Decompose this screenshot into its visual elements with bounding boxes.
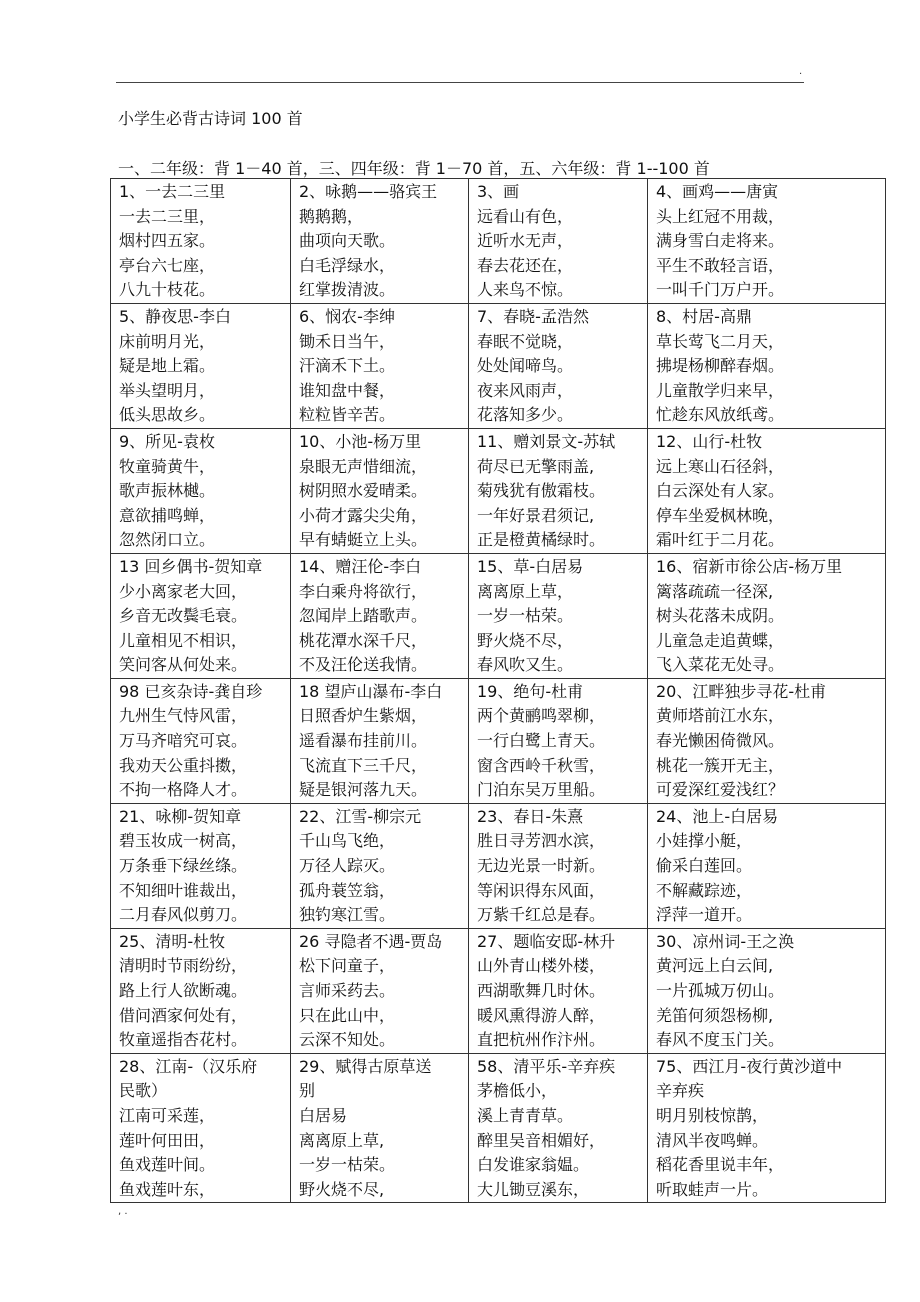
poem-line: 不知细叶谁裁出，: [119, 880, 248, 900]
poem-line: 儿童散学归来早，: [656, 380, 785, 400]
poem-line: 乡音无改鬓毛衰。: [119, 606, 248, 626]
poem-cell: [291, 553, 469, 678]
poem-title: 21、咏柳-贺知章: [119, 806, 242, 826]
poem-line: 辛弃疾: [656, 1081, 705, 1101]
poem-line: 羌笛何须怨杨柳,: [656, 1005, 774, 1025]
poem-line: 忽然闭口立。: [119, 530, 216, 550]
poem-title: 26 寻隐者不遇-贾岛: [299, 931, 443, 951]
poem-line: 碧玉妆成一树高，: [119, 831, 248, 851]
poem-line: 谁知盘中餐，: [299, 380, 396, 400]
poem-line: 浮萍一道开。: [656, 905, 753, 925]
poem-line: 春去花还在，: [477, 255, 574, 275]
poem-title: 28、江南-（汉乐府: [119, 1056, 258, 1076]
poem-line: 胜日寻芳泗水滨，: [477, 831, 606, 851]
poem-cell: [648, 678, 886, 803]
poem-line: 桃花一簇开无主，: [656, 755, 785, 775]
poem-title: 29、赋得古原草送: [299, 1056, 432, 1076]
poem-line: 汗滴禾下土。: [299, 356, 396, 376]
poem-line: 不及汪伦送我情。: [299, 655, 428, 675]
poem-line: 野火烧不尽,: [299, 1179, 385, 1199]
poem-cell: [469, 1053, 648, 1203]
poem-cell: [291, 803, 469, 928]
poem-title: 98 已亥杂诗-龚自珍: [119, 681, 263, 701]
poem-line: 万马齐喑究可哀。: [119, 731, 248, 751]
poem-title: 16、宿新市徐公店-杨万里: [656, 556, 843, 576]
poem-line: 只在此山中，: [299, 1005, 396, 1025]
poem-title: 11、赠刘景文-苏轼: [477, 431, 616, 451]
poem-line: 清风半夜鸣蝉。: [656, 1130, 769, 1150]
poem-cell: [648, 553, 886, 678]
grade-requirements: 一、二年级：背 1－40 首，三、四年级：背 1－70 首，五、六年级：背 1--100 首: [118, 159, 710, 178]
poem-line: 鱼戏莲叶间。: [119, 1155, 216, 1175]
poem-line: 粒粒皆辛苦。: [299, 405, 396, 425]
poem-title: 8、村居-高鼎: [656, 306, 752, 326]
poem-line: 草长莺飞二月天，: [656, 331, 785, 351]
poem-title: 24、池上-白居易: [656, 806, 779, 826]
poem-line: 不解藏踪迹，: [656, 880, 753, 900]
poem-line: 平生不敢轻言语，: [656, 255, 785, 275]
poem-line: 暖风熏得游人醉，: [477, 1005, 606, 1025]
poem-line: 春风不度玉门关。: [656, 1030, 785, 1050]
poem-cell: [648, 428, 886, 553]
poem-line: 八九十枝花。: [119, 280, 216, 300]
poem-line: 人来鸟不惊。: [477, 280, 574, 300]
poem-cell: [469, 928, 648, 1053]
poem-line: 无边光景一时新。: [477, 856, 606, 876]
poem-line: 停车坐爱枫林晚，: [656, 505, 785, 525]
poem-title: 58、清平乐-辛弃疾: [477, 1056, 616, 1076]
poem-title: 9、所见-袁枚: [119, 431, 215, 451]
poem-title: 27、题临安邸-林升: [477, 931, 616, 951]
poem-line: 一岁一枯荣。: [477, 606, 574, 626]
poem-cell: [469, 678, 648, 803]
poem-line: 直把杭州作汴州。: [477, 1030, 606, 1050]
poem-line: 锄禾日当午，: [299, 331, 396, 351]
poem-line: 江南可采莲，: [119, 1105, 216, 1125]
poem-title: 30、凉州词-王之涣: [656, 931, 795, 951]
poem-line: 举头望明月，: [119, 380, 216, 400]
poem-cell: [291, 303, 469, 428]
poem-table: [110, 178, 886, 1203]
poem-line: 一片孤城万仞山。: [656, 981, 785, 1000]
poem-line: 儿童相见不相识，: [119, 630, 248, 650]
poem-cell: [648, 928, 886, 1053]
poem-cell: [291, 928, 469, 1053]
poem-title: 18 望庐山瀑布-李白: [299, 681, 443, 701]
poem-line: 两个黄鹂鸣翠柳，: [477, 706, 606, 726]
poem-line: 红掌拨清波。: [299, 280, 396, 300]
poem-line: 九州生气恃风雷，: [119, 706, 248, 726]
poem-line: 歌声振林樾。: [119, 481, 216, 501]
poem-line: 醉里吴音相媚好，: [477, 1130, 606, 1150]
poem-line: 明月别枝惊鹊，: [656, 1105, 769, 1125]
poem-cell: [111, 553, 291, 678]
poem-line: 牧童骑黄牛，: [119, 456, 216, 476]
poem-line: 二月春风似剪刀。: [119, 905, 248, 925]
poem-line: 偷采白莲回。: [656, 856, 753, 876]
poem-cell: [111, 428, 291, 553]
poem-line: 霜叶红于二月花。: [656, 530, 785, 550]
poem-line: 溪上青青草。: [477, 1105, 574, 1125]
poem-line: 离离原上草,: [299, 1130, 385, 1150]
poem-line: 一行白鹭上青天。: [477, 731, 606, 751]
poem-cell: [469, 803, 648, 928]
poem-line: 松下问童子，: [299, 956, 396, 976]
poem-line: 飞流直下三千尺，: [299, 755, 428, 775]
poem-cell: [469, 553, 648, 678]
poem-line: 万径人踪灭。: [299, 856, 396, 876]
poem-cell: [111, 928, 291, 1053]
poem-cell: [111, 179, 291, 304]
poem-line: 山外青山楼外楼，: [477, 956, 606, 976]
poem-line: 离离原上草，: [477, 581, 574, 601]
poem-title: 3、画: [477, 182, 520, 201]
poem-line: 飞入菜花无处寻。: [656, 655, 785, 675]
poem-line: 树头花落未成阴。: [656, 606, 785, 626]
poem-line: 儿童急走追黄蝶，: [656, 630, 785, 650]
poem-line: 疑是地上霜。: [119, 356, 216, 376]
poem-line: 千山鸟飞绝，: [299, 831, 396, 851]
poem-line: 言师采药去。: [299, 981, 396, 1000]
poem-title: 1、一去二三里: [119, 182, 226, 201]
poem-line: 不拘一格降人才。: [119, 780, 248, 800]
poem-line: 忙趁东风放纸鸢。: [656, 405, 785, 425]
poem-line: 白云深处有人家。: [656, 481, 785, 501]
poem-cell: [469, 179, 648, 304]
page-title: 小学生必背古诗词 100 首: [118, 109, 303, 128]
poem-line: 曲项向天歌。: [299, 231, 396, 251]
poem-line: 满身雪白走将来。: [656, 231, 785, 251]
poem-cell: [648, 1053, 886, 1203]
poem-cell: [648, 803, 886, 928]
poem-title: 15、草-白居易: [477, 556, 584, 576]
poem-line: 我劝天公重抖擞，: [119, 755, 248, 775]
poem-title: 5、静夜思-李白: [119, 306, 231, 326]
poem-line: 春光懒困倚微风。: [656, 731, 785, 751]
poem-title: 13 回乡偶书-贺知章: [119, 556, 263, 576]
poem-line: 低头思故乡。: [119, 405, 216, 425]
poem-cell: [111, 1053, 291, 1203]
poem-line: 黄河远上白云间,: [656, 956, 774, 976]
poem-line: 夜来风雨声，: [477, 380, 574, 400]
poem-line: 小娃撑小艇，: [656, 831, 753, 851]
table-row: [111, 303, 886, 428]
header-mark: .: [799, 66, 803, 77]
footer-mark: , .: [118, 1206, 128, 1217]
poem-title: 25、清明-杜牧: [119, 931, 226, 951]
poem-line: 稻花香里说丰年，: [656, 1155, 785, 1175]
poem-title: 2、咏鹅——骆宾王: [299, 182, 438, 201]
poem-line: 荷尽已无擎雨盖,: [477, 456, 595, 476]
poem-line: 牧童遥指杏花村。: [119, 1030, 248, 1050]
poem-title: 4、画鸡——唐寅: [656, 182, 779, 201]
poem-cell: [648, 179, 886, 304]
poem-cell: [111, 678, 291, 803]
poem-title: 22、江雪-柳宗元: [299, 806, 422, 826]
poem-line: 烟村四五家。: [119, 231, 216, 251]
poem-line: 忽闻岸上踏歌声。: [299, 606, 428, 626]
table-row: [111, 803, 886, 928]
poem-line: 万条垂下绿丝绦。: [119, 856, 248, 876]
poem-title: 14、赠汪伦-李白: [299, 556, 422, 576]
poem-title: 7、春晓-孟浩然: [477, 306, 589, 326]
poem-line: 遥看瀑布挂前川。: [299, 731, 428, 751]
poem-title: 19、绝句-杜甫: [477, 681, 584, 701]
poem-line: 白居易: [299, 1105, 348, 1125]
poem-line: 桃花潭水深千尺，: [299, 630, 428, 650]
poem-line: 正是橙黄橘绿时。: [477, 530, 606, 550]
poem-title: 6、悯农-李绅: [299, 306, 395, 326]
poem-title: 10、小池-杨万里: [299, 431, 422, 451]
table-row: [111, 1053, 886, 1203]
poem-line: 篱落疏疏一径深,: [656, 581, 774, 601]
poem-line: 远上寒山石径斜，: [656, 456, 785, 476]
poem-line: 听取蛙声一片。: [656, 1179, 769, 1199]
poem-cell: [291, 428, 469, 553]
table-row: [111, 428, 886, 553]
poem-cell: [469, 428, 648, 553]
poem-line: 云深不知处。: [299, 1030, 396, 1050]
poem-title: 20、江畔独步寻花-杜甫: [656, 681, 827, 701]
poem-line: 西湖歌舞几时休。: [477, 981, 606, 1000]
poem-line: 李白乘舟将欲行，: [299, 581, 428, 601]
poem-line: 一岁一枯荣。: [299, 1155, 396, 1175]
poem-line: 借问酒家何处有，: [119, 1005, 248, 1025]
poem-line: 万紫千红总是春。: [477, 905, 606, 925]
poem-cell: [291, 1053, 469, 1203]
table-row: [111, 553, 886, 678]
poem-line: 鱼戏莲叶东，: [119, 1179, 216, 1199]
poem-line: 近听水无声，: [477, 231, 574, 251]
poem-line: 处处闻啼鸟。: [477, 356, 574, 376]
table-row: [111, 928, 886, 1053]
table-row: [111, 678, 886, 803]
poem-line: 独钓寒江雪。: [299, 905, 396, 925]
poem-cell: [648, 303, 886, 428]
poem-line: 早有蜻蜓立上头。: [299, 530, 428, 550]
poem-cell: [111, 803, 291, 928]
poem-line: 床前明月光，: [119, 331, 216, 351]
poem-line: 意欲捕鸣蝉，: [119, 505, 216, 525]
poem-line: 茅檐低小，: [477, 1081, 558, 1101]
poem-line: 疑是银河落九天。: [299, 780, 428, 800]
poem-line: 日照香炉生紫烟，: [299, 706, 428, 726]
poem-line: 莲叶何田田，: [119, 1130, 216, 1150]
poem-line: 花落知多少。: [477, 405, 574, 425]
poem-line: 鹅鹅鹅，: [299, 206, 364, 226]
poem-cell: [291, 179, 469, 304]
table-row: [111, 179, 886, 304]
poem-line: 一叫千门万户开。: [656, 280, 785, 300]
poem-line: 路上行人欲断魂。: [119, 981, 248, 1000]
poem-cell: [111, 303, 291, 428]
poem-line: 泉眼无声惜细流，: [299, 456, 428, 476]
poem-line: 白发谁家翁媪。: [477, 1155, 590, 1175]
poem-line: 春眠不觉晓，: [477, 331, 574, 351]
poem-line: 拂堤杨柳醉春烟。: [656, 356, 785, 376]
poem-line: 黄师塔前江水东，: [656, 706, 785, 726]
poem-title: 12、山行-杜牧: [656, 431, 763, 451]
poem-line: 别: [299, 1081, 316, 1101]
poem-line: 一去二三里，: [119, 206, 216, 226]
poem-cell: [291, 678, 469, 803]
poem-title: 23、春日-朱熹: [477, 806, 584, 826]
poem-line: 春风吹又生。: [477, 655, 574, 675]
poem-line: 一年好景君须记,: [477, 505, 595, 525]
poem-line: 笑问客从何处来。: [119, 655, 248, 675]
poem-line: 孤舟蓑笠翁，: [299, 880, 396, 900]
poem-line: 可爱深红爱浅红？: [656, 780, 785, 800]
poem-line: 窗含西岭千秋雪，: [477, 755, 606, 775]
header-rule: [116, 82, 804, 83]
poem-line: 白毛浮绿水，: [299, 255, 396, 275]
poem-line: 菊残犹有傲霜枝。: [477, 481, 606, 501]
poem-line: 野火烧不尽，: [477, 630, 574, 650]
poem-title: 75、西江月-夜行黄沙道中: [656, 1056, 843, 1076]
poem-line: 清明时节雨纷纷，: [119, 956, 248, 976]
poem-line: 小荷才露尖尖角，: [299, 505, 428, 525]
poem-line: 头上红冠不用裁，: [656, 206, 785, 226]
poem-line: 远看山有色，: [477, 206, 574, 226]
poem-line: 亭台六七座，: [119, 255, 216, 275]
poem-cell: [469, 303, 648, 428]
poem-line: 大儿锄豆溪东，: [477, 1179, 590, 1199]
poem-line: 少小离家老大回，: [119, 581, 248, 601]
poem-line: 树阴照水爱晴柔。: [299, 481, 428, 501]
poem-line: 门泊东吴万里船。: [477, 780, 606, 800]
poem-line: 等闲识得东风面，: [477, 880, 606, 900]
poem-line: 民歌）: [119, 1081, 168, 1101]
